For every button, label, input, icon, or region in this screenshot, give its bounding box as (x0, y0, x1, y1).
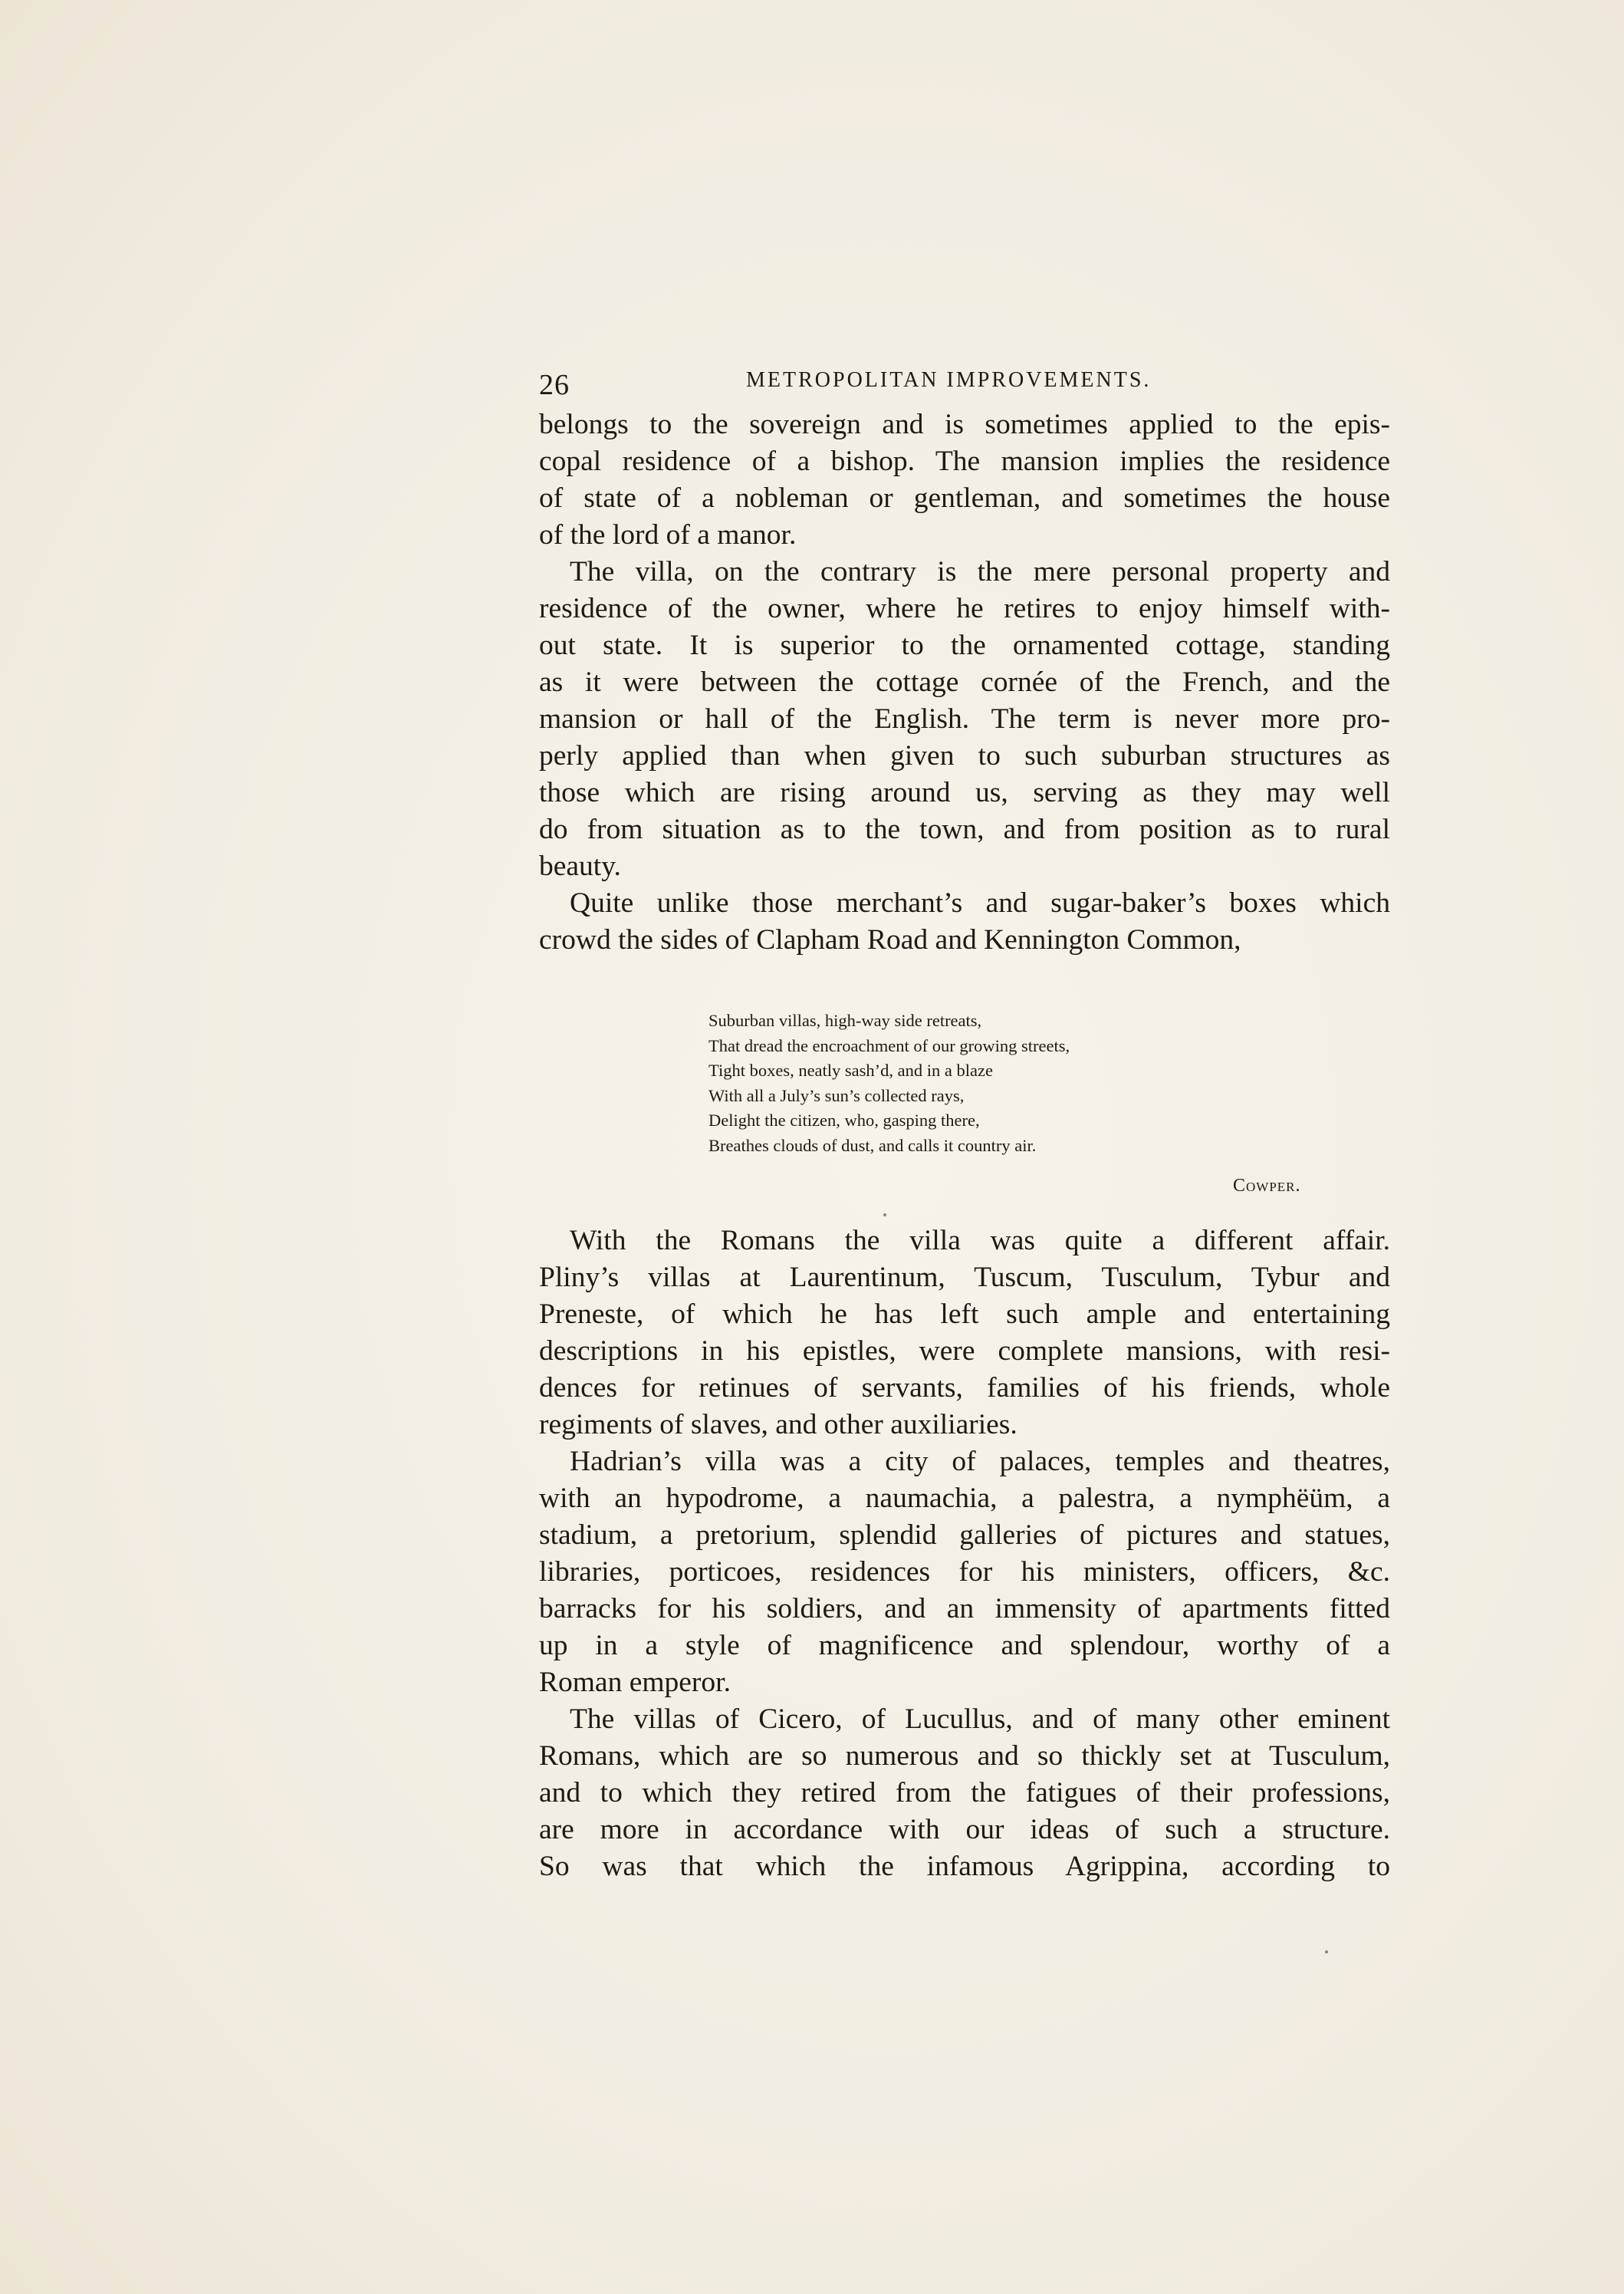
text-line: The villas of Cicero, of Lucullus, and of many other eminent (570, 1703, 1390, 1735)
text-line: Romans, which are so numerous and so thickly set at Tusculum, (539, 1740, 1390, 1772)
text-line: of state of a nobleman or gentleman, and sometimes the house (539, 482, 1390, 514)
speck-mark (883, 1213, 886, 1216)
page-number: 26 (539, 369, 570, 401)
text-line: out state. It is superior to the ornamented cottage, standing (539, 630, 1390, 661)
body-text-upper (539, 406, 1390, 959)
text-line: stadium, a pretorium, splendid galleries of pictures and statues, (539, 1519, 1390, 1551)
text-line: perly applied than when given to such suburban structures as (539, 740, 1390, 772)
text-line: Roman emperor. (539, 1667, 731, 1698)
text-line: mansion or hall of the English. The term is never more pro- (539, 703, 1390, 735)
text-line: Hadrian’s villa was a city of palaces, temples and theatres, (570, 1446, 1390, 1477)
poem-attribution: Cowper. (1233, 1176, 1301, 1196)
poem-line: That dread the encroachment of our growing streets, (708, 1035, 1070, 1055)
text-line: Preneste, of which he has left such ample and entertaining (539, 1298, 1390, 1330)
poem-line: Delight the citizen, who, gasping there, (708, 1111, 980, 1130)
text-line: are more in accordance with our ideas of such a structure. (539, 1814, 1390, 1845)
text-line: do from situation as to the town, and from position as to rural (539, 814, 1390, 845)
body-text-lower (539, 1223, 1390, 1885)
text-line: residence of the owner, where he retires to enjoy himself with- (539, 593, 1390, 624)
text-line: and to which they retired from the fatigues of their professions, (539, 1777, 1390, 1809)
text-line: crowd the sides of Clapham Road and Kennington Common, (539, 924, 1241, 956)
poem-line: Suburban villas, high-way side retreats, (708, 1011, 982, 1030)
text-line: beauty. (539, 851, 621, 882)
text-line: those which are rising around us, serving as they may well (539, 777, 1390, 808)
text-line: descriptions in his epistles, were complete mansions, with resi- (539, 1335, 1390, 1367)
text-line: Quite unlike those merchant’s and sugar-baker’s boxes which (570, 887, 1390, 919)
text-line: So was that which the infamous Agrippina, according to (539, 1851, 1390, 1882)
text-line: barracks for his soldiers, and an immensity of apartments fitted (539, 1593, 1390, 1624)
speck-mark (1325, 1950, 1328, 1953)
text-line: as it were between the cottage cornée of the French, and the (539, 666, 1390, 698)
text-line: With the Romans the villa was quite a different affair. (570, 1225, 1390, 1256)
text-line: with an hypodrome, a naumachia, a palestra, a nymphëüm, a (539, 1483, 1390, 1514)
text-line: copal residence of a bishop. The mansion implies the residence (539, 446, 1390, 477)
text-line: of the lord of a manor. (539, 519, 797, 551)
text-line: Pliny’s villas at Laurentinum, Tuscum, Tusculum, Tybur and (539, 1262, 1390, 1293)
poem-line: Tight boxes, neatly sash’d, and in a blaze (708, 1061, 993, 1080)
text-line: up in a style of magnificence and splendour, worthy of a (539, 1630, 1390, 1661)
poem-line: Breathes clouds of dust, and calls it country air. (708, 1135, 1037, 1155)
page-header (539, 360, 1390, 406)
running-head: METROPOLITAN IMPROVEMENTS. (746, 368, 1152, 392)
text-line: regiments of slaves, and other auxiliaries. (539, 1409, 1017, 1440)
poem-line: With all a July’s sun’s collected rays, (708, 1085, 965, 1105)
quoted-poem (708, 1009, 1291, 1158)
text-line: The villa, on the contrary is the mere personal property and (570, 556, 1390, 587)
text-line: dences for retinues of servants, families of his friends, whole (539, 1372, 1390, 1404)
text-line: libraries, porticoes, residences for his ministers, officers, &c. (539, 1556, 1390, 1588)
text-line: belongs to the sovereign and is sometimes applied to the epis- (539, 409, 1390, 440)
